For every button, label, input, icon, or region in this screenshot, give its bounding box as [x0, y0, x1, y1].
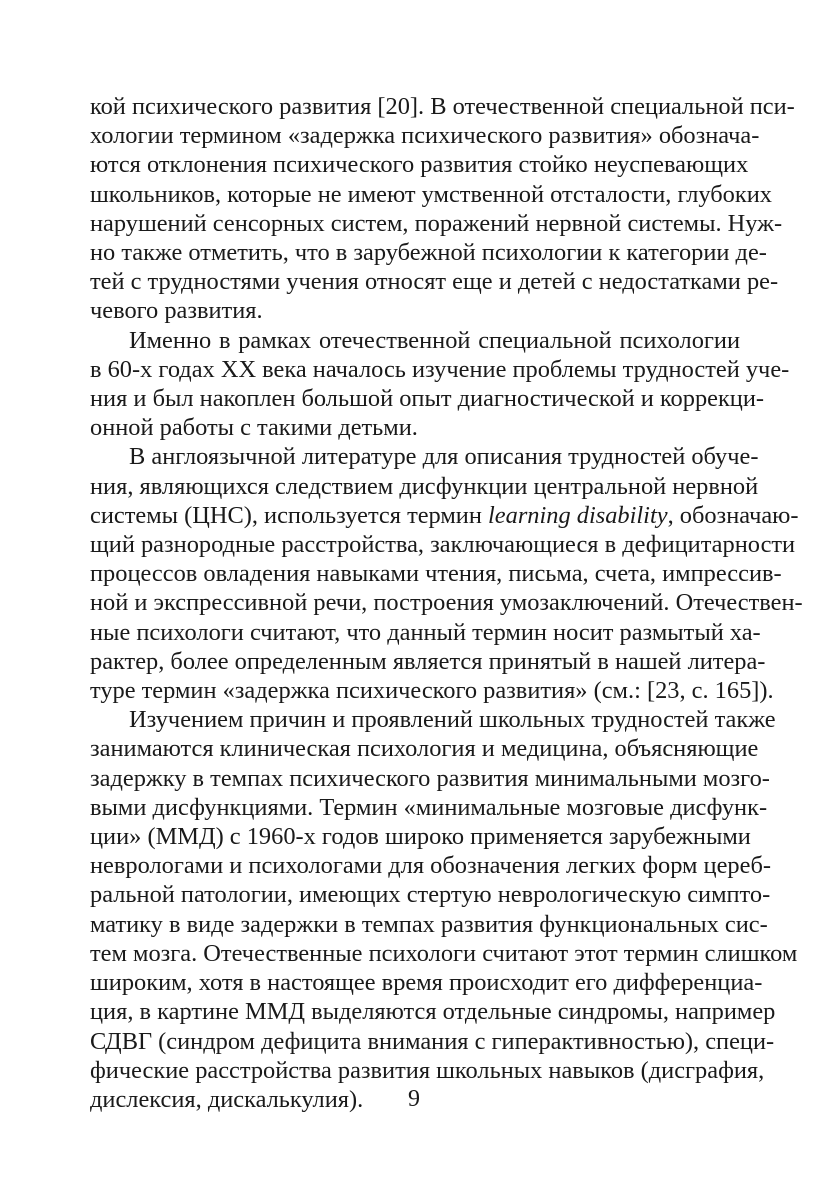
- text-line: широким, хотя в настоящее время происходит его дифференциа-: [90, 969, 763, 997]
- page-number: 9: [408, 1086, 420, 1112]
- text-line: задержку в темпах психического развития минимальными мозго-: [90, 764, 770, 792]
- text-line: ния и был накоплен большой опыт диагностической и коррекци-: [90, 385, 765, 413]
- text-line: ния, являющихся следствием дисфункции центральной нервной: [90, 472, 759, 500]
- paragraph-1: [90, 92, 795, 326]
- text-line: хологии термином «задержка психического развития» обознача-: [90, 122, 760, 150]
- text-line: ной и экспрессивной речи, построения умозаключений. Отечествен-: [90, 589, 803, 617]
- text-line: ции» (ММД) с 1960-х годов широко применяется зарубежными: [90, 823, 751, 851]
- text-line: школьников, которые не имеют умственной отсталости, глубоких: [90, 180, 772, 208]
- text-line: Именно в рамках отечественной специальной психологии: [129, 326, 740, 354]
- text-line: дислексия, дискалькулия).: [90, 1085, 364, 1113]
- italic-term: learning disability: [488, 501, 668, 529]
- text-line: щий разнородные расстройства, заключающиеся в дефицитарности: [90, 531, 796, 559]
- text-line: В англоязычной литературе для описания трудностей обуче-: [129, 443, 759, 471]
- paragraph-3: [90, 442, 803, 705]
- text-line: нарушений сенсорных систем, поражений нервной системы. Нуж-: [90, 209, 783, 237]
- page-body: [90, 92, 803, 1114]
- text-line: кой психического развития [20]. В отечественной специальной пси-: [90, 93, 795, 120]
- paragraph-4: [90, 705, 798, 1114]
- text-line: ются отклонения психического развития стойко неуспевающих: [90, 151, 749, 179]
- text-line: онной работы с такими детьми.: [90, 414, 418, 442]
- text-line: Изучением причин и проявлений школьных трудностей также: [129, 706, 776, 734]
- paragraph-2: [90, 326, 790, 443]
- text-segment: системы (ЦНС), используется термин: [90, 501, 489, 529]
- text-line: но также отметить, что в зарубежной психологии к категории де-: [90, 239, 767, 267]
- text-line: матику в виде задержки в темпах развития функциональных сис-: [90, 910, 768, 938]
- text-line-with-term: [90, 501, 799, 530]
- text-line: фические расстройства развития школьных навыков (дисграфия,: [90, 1056, 765, 1084]
- text-line: процессов овладения навыками чтения, письма, счета, импрессив-: [90, 560, 782, 588]
- text-line: неврологами и психологами для обозначения легких форм цереб-: [90, 852, 771, 880]
- text-line: выми дисфункциями. Термин «минимальные мозговые дисфунк-: [90, 793, 768, 821]
- text-line: чевого развития.: [90, 297, 263, 325]
- text-line: ция, в картине ММД выделяются отдельные синдромы, например: [90, 998, 776, 1026]
- text-line: туре термин «задержка психического развития» (см.: [23, с. 165]).: [90, 677, 774, 705]
- text-line: тем мозга. Отечественные психологи считают этот термин слишком: [90, 939, 798, 967]
- text-line: СДВГ (синдром дефицита внимания с гиперактивностью), специ-: [90, 1027, 775, 1055]
- text-line: рактер, более определенным является принятый в нашей литера-: [90, 647, 766, 675]
- text-segment: , обозначаю-: [667, 501, 799, 529]
- text-line: тей с трудностями учения относят еще и детей с недостатками ре-: [90, 268, 779, 296]
- text-line: ные психологи считают, что данный термин носит размытый ха-: [90, 618, 761, 646]
- text-line: занимаются клиническая психология и медицина, объясняющие: [90, 735, 759, 763]
- text-line: ральной патологии, имеющих стертую неврологическую симпто-: [90, 881, 771, 909]
- text-line: в 60-х годах XX века началось изучение проблемы трудностей уче-: [90, 355, 790, 383]
